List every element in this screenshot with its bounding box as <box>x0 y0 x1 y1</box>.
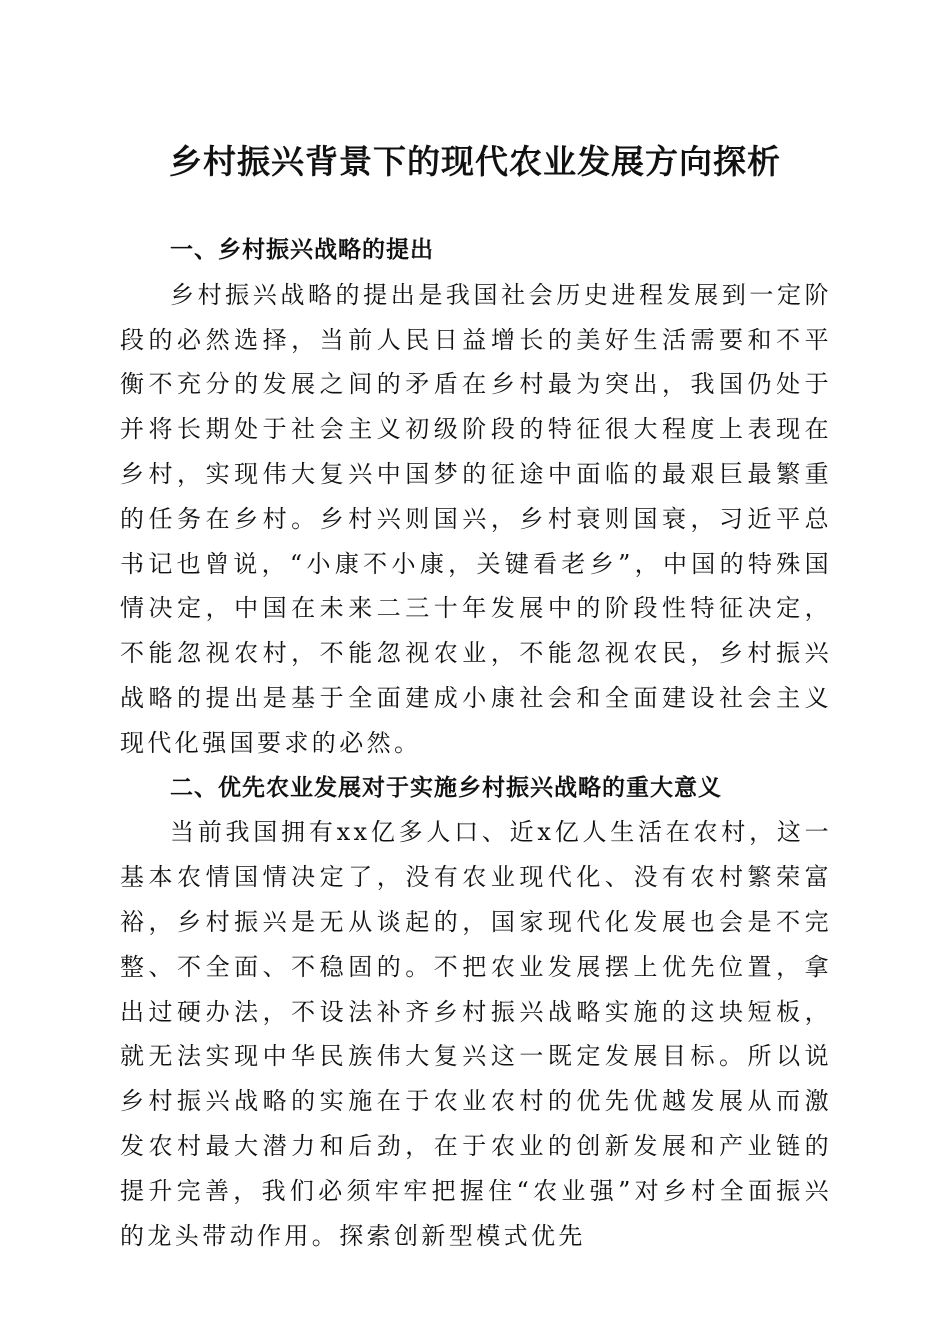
section-paragraph: 乡村振兴战略的提出是我国社会历史进程发展到一定阶段的必然选择，当前人民日益增长的美好生活需要和不平衡不充分的发展之间的矛盾在乡村最为突出，我国仍处于并将长期处于社会主义初级阶段的特征很大程度上表现在乡村，实现伟大复兴中国梦的征途中面临的最艰巨最繁重的任务在乡村。乡村兴则国兴，乡村衰则国衰，习近平总书记也曾说，“小康不小康，关键看老乡”，中国的特殊国情决定，中国在未来二三十年发展中的阶段性特征决定，不能忽视农村，不能忽视农业，不能忽视农民，乡村振兴战略的提出是基于全面建成小康社会和全面建设社会主义现代化强国要求的必然。 <box>120 280 832 757</box>
section-agriculture-significance <box>120 766 832 1259</box>
section-paragraph: 当前我国拥有xx亿多人口、近x亿人生活在农村，这一基本农情国情决定了，没有农业现代化、没有农村繁荣富裕，乡村振兴是无从谈起的，国家现代化发展也会是不完整、不全面、不稳固的。不把农业发展摆上优先位置，拿出过硬办法，不设法补齐乡村振兴战略实施的这块短板，就无法实现中华民族伟大复兴这一既定发展目标。所以说乡村振兴战略的实施在于农业农村的优先优越发展从而激发农村最大潜力和后劲，在于农业的创新发展和产业链的提升完善，我们必须牢牢把握住“农业强”对乡村全面振兴的龙头带动作用。探索创新型模式优先 <box>120 818 832 1250</box>
section-heading: 一、乡村振兴战略的提出 <box>170 237 434 263</box>
document-title: 乡村振兴背景下的现代农业发展方向探析 <box>169 142 781 181</box>
section-strategy-proposal <box>120 228 832 766</box>
section-heading: 二、优先农业发展对于实施乡村振兴战略的重大意义 <box>170 774 722 801</box>
document-body <box>120 228 832 1258</box>
